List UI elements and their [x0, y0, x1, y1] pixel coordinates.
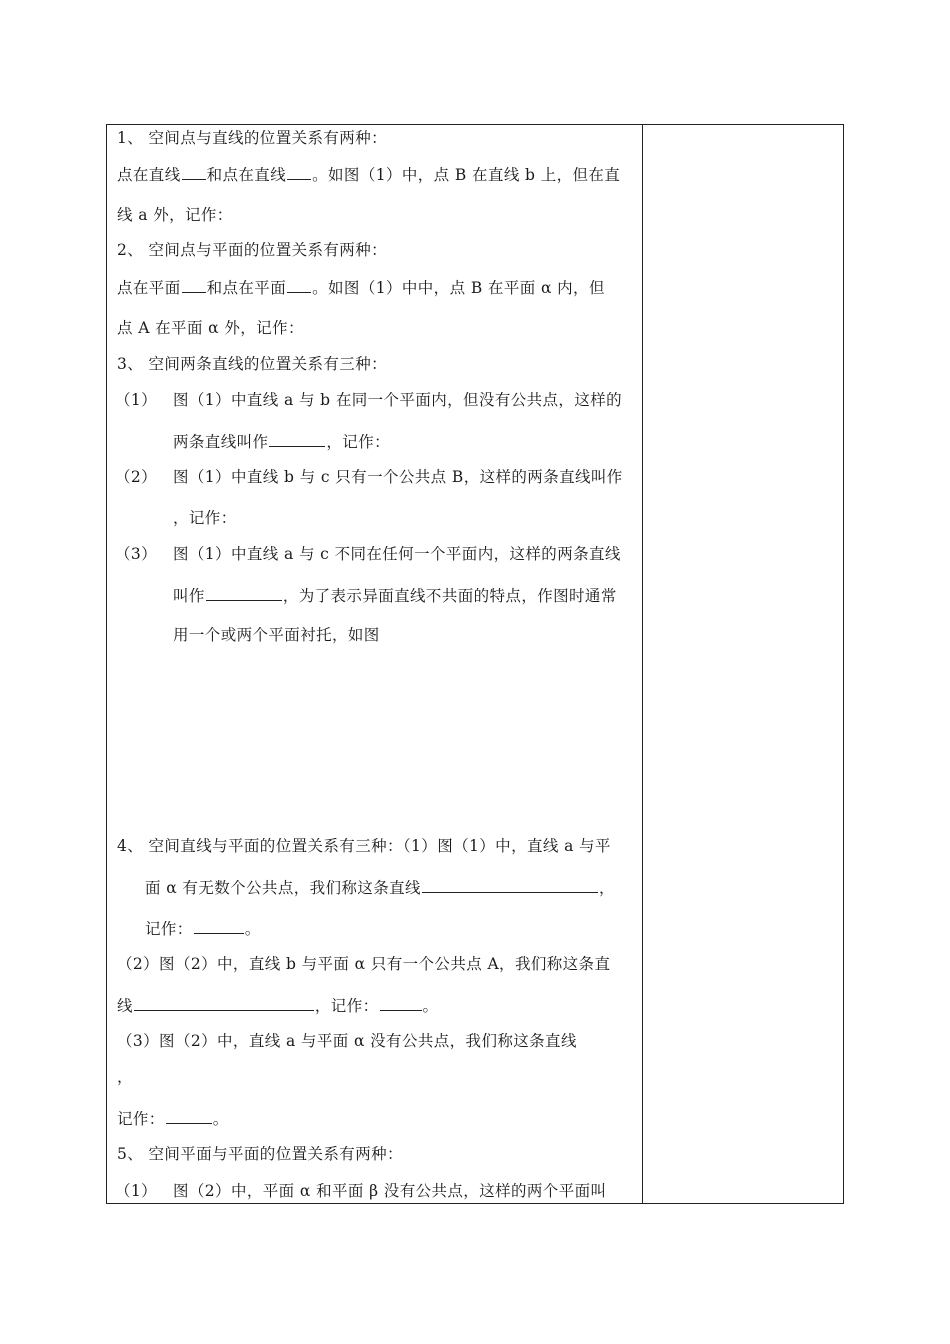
- answer-blank[interactable]: [287, 277, 311, 293]
- section-5-item-1-number: （1）: [115, 1182, 158, 1200]
- section-3-item-3-line-a: 图（1）中直线 a 与 c 不同在任何一个平面内，这样的两条直线: [173, 545, 621, 563]
- section-4-item-3-line-b: ，: [117, 1068, 133, 1086]
- section-3-item-1-line-b: 两条直线叫作 ，记作：: [173, 433, 391, 451]
- section-1-title: 1、 空间点与直线的位置关系有两种：: [117, 129, 387, 147]
- answer-blank[interactable]: [194, 918, 244, 934]
- section-3-item-2-line-a: 图（1）中直线 b 与 c 只有一个公共点 B，这样的两条直线叫作: [173, 468, 623, 486]
- answer-blank[interactable]: [182, 277, 206, 293]
- section-3-item-3-number: （3）: [115, 545, 158, 563]
- section-3-item-2-number: （2）: [115, 468, 158, 486]
- worksheet-table: [106, 124, 844, 1204]
- section-4-item-2-line-a: （2）图（2）中，直线 b 与平面 α 只有一个公共点 A，我们称这条直: [117, 955, 611, 973]
- section-2-line-b: 点 A 在平面 α 外，记作：: [117, 319, 304, 337]
- section-3-item-3-line-b: 叫作 ，为了表示异面直线不共面的特点，作图时通常: [173, 587, 617, 605]
- section-1-line-a: 点在直线 和点在直线 。如图（1）中，点 B 在直线 b 上，但在直: [117, 166, 621, 184]
- section-4-title: 4、 空间直线与平面的位置关系有三种：（1）图（1）中，直线 a 与平: [117, 837, 611, 855]
- section-4-item-3-line-a: （3）图（2）中，直线 a 与平面 α 没有公共点，我们称这条直线: [117, 1032, 577, 1050]
- section-4-item-3-line-c: 记作： 。: [117, 1110, 229, 1128]
- answer-blank[interactable]: [269, 431, 325, 447]
- section-4-item-1-line-b: 面 α 有无数个公共点，我们称这条直线 ，: [145, 879, 615, 897]
- answer-blank[interactable]: [380, 995, 422, 1011]
- answer-blank[interactable]: [166, 1108, 212, 1124]
- section-3-item-3-line-c: 用一个或两个平面衬托，如图: [173, 626, 380, 644]
- section-5-title: 5、 空间平面与平面的位置关系有两种：: [117, 1145, 403, 1163]
- notes-column: [643, 125, 843, 1203]
- section-4-item-2-line-b: 线 ，记作： 。: [117, 997, 439, 1015]
- section-3-item-2-line-b: ，记作：: [173, 509, 237, 527]
- answer-blank[interactable]: [182, 164, 206, 180]
- section-2-line-a: 点在平面 和点在平面 。如图（1）中中，点 B 在平面 α 内，但: [117, 279, 605, 297]
- section-2-title: 2、 空间点与平面的位置关系有两种：: [117, 241, 387, 259]
- section-4-item-1-line-c: 记作： 。: [145, 920, 261, 938]
- section-1-line-b: 线 a 外，记作：: [117, 206, 233, 224]
- section-3-item-1-line-a: 图（1）中直线 a 与 b 在同一个平面内，但没有公共点，这样的: [173, 391, 623, 409]
- section-5-item-1-line-a: 图（2）中，平面 α 和平面 β 没有公共点，这样的两个平面叫: [173, 1182, 607, 1200]
- section-3-item-1-number: （1）: [115, 391, 158, 409]
- answer-blank[interactable]: [134, 995, 314, 1011]
- answer-blank[interactable]: [206, 585, 282, 601]
- section-3-title: 3、 空间两条直线的位置关系有三种：: [117, 355, 387, 373]
- answer-blank[interactable]: [422, 877, 598, 893]
- answer-blank[interactable]: [287, 164, 311, 180]
